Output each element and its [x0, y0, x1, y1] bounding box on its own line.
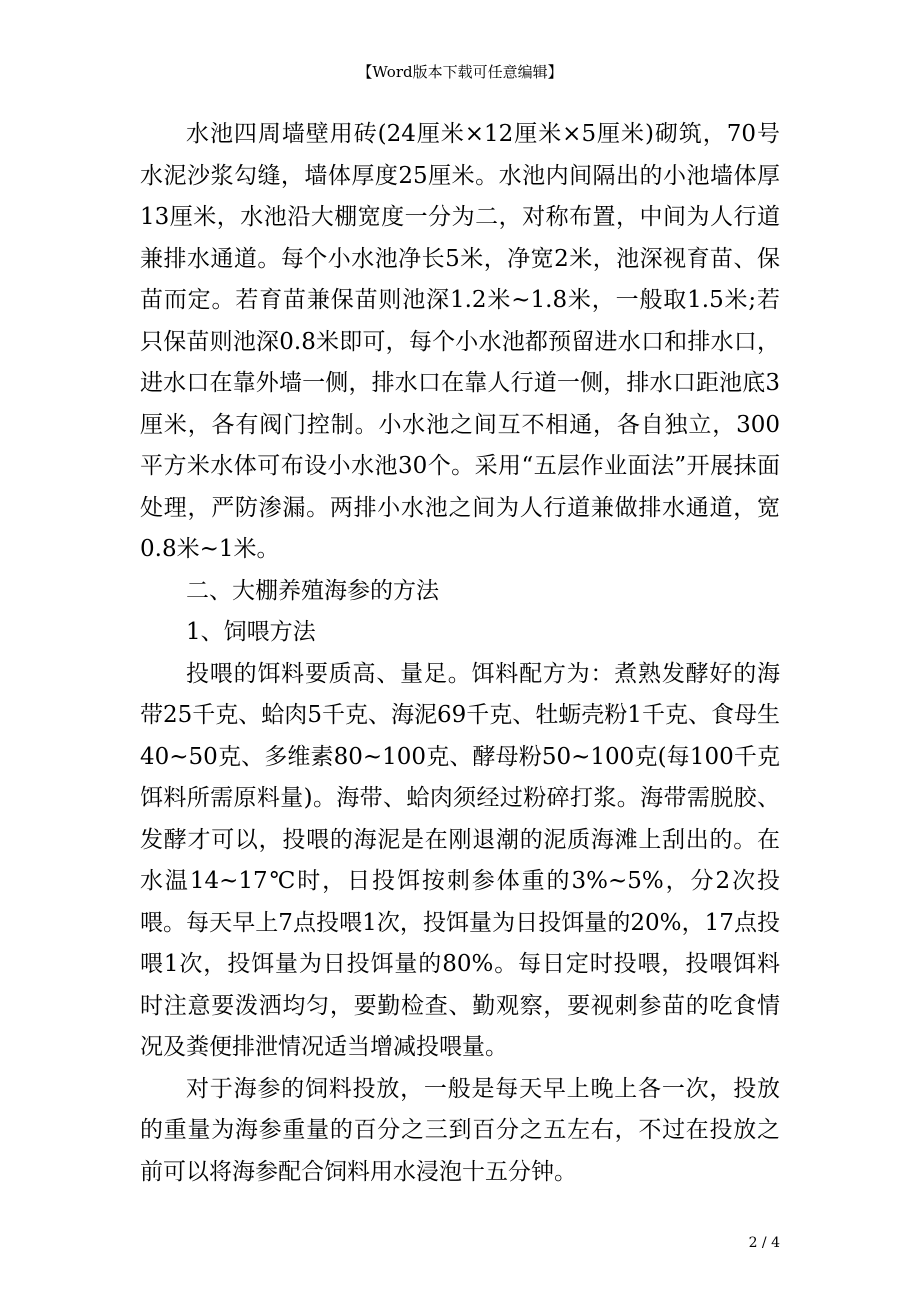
- section-heading-methods: 二、大棚养殖海参的方法: [186, 577, 439, 604]
- paragraph-feed-schedule: 对于海参的饲料投放，一般是每天早上晚上各一次，投放的重量为海参重量的百分之三到百分之五左右，不过在投放之前可以将海参配合饲料用水浸泡十五分钟。: [140, 1075, 780, 1185]
- subsection-heading-feeding: 1、饲喂方法: [186, 619, 316, 645]
- document-header-banner: 【Word版本下载可任意编辑】: [357, 63, 563, 81]
- document-body: [140, 114, 780, 1193]
- paragraph-pool-construction: 水池四周墙壁用砖(24厘米×12厘米×5厘米)砌筑，70号水泥沙浆勾缝，墙体厚度25厘米。水池内间隔出的小池墙体厚13厘米，水池沿大棚宽度一分为二，对称布置，中间为人行道兼排水通道。每个小水池净长5米，净宽2米，池深视育苗、保苗而定。若育苗兼保苗则池深1.2米~1.8米，一般取1.5米;若只保苗则池深0.8米即可，每个小水池都预留进水口和排水口，进水口在靠外墙一侧，排水口在靠人行道一侧，排水口距池底3厘米，各有阀门控制。小水池之间互不相通，各自独立，300平方米水体可布设小水池30个。采用“五层作业面法”开展抹面处理，严防渗漏。两排小水池之间为人行道兼做排水通道，宽0.8米~1米。: [140, 121, 780, 562]
- page-number: 2 / 4: [748, 1235, 780, 1251]
- paragraph-feed-formula: 投喂的饵料要质高、量足。饵料配方为：煮熟发酵好的海带25千克、蛤肉5千克、海泥69千克、牡蛎壳粉1千克、食母生40~50克、多维素80~100克、酵母粉50~100克(每100千克饵料所需原料量)。海带、蛤肉须经过粉碎打浆。海带需脱胶、发酵才可以，投喂的海泥是在刚退潮的泥质海滩上刮出的。在水温14~17℃时，日投饵按刺参体重的3%~5%，分2次投喂。每天早上7点投喂1次，投饵量为日投饵量的20%，17点投喂1次，投饵量为日投饵量的80%。每日定时投喂，投喂饵料时注意要泼洒均匀，要勤检查、勤观察，要视刺参苗的吃食情况及粪便排泄情况适当增减投喂量。: [140, 660, 780, 1060]
